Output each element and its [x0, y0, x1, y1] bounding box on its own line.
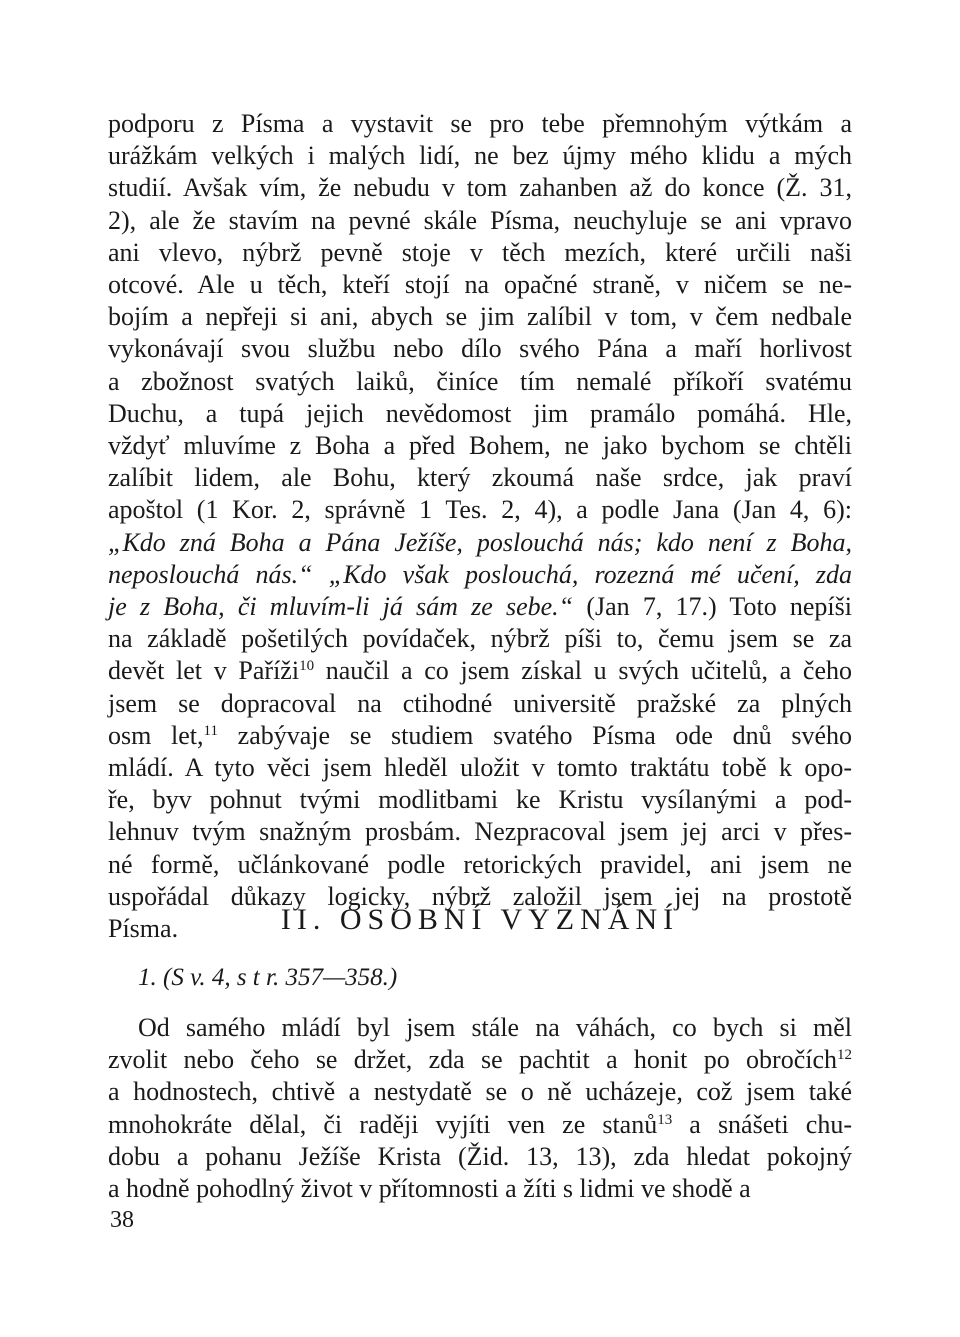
text-line: jsem se dopracoval na ctihodné universitě pražské za plných — [108, 688, 852, 718]
text-line: vždyť mluvíme z Boha a před Bohem, ne jako bychom se chtěli — [108, 431, 852, 461]
text-line: devět let v Paříži$^{10}$ naučil a co jsem získal u svých učitelů, a čeho — [108, 656, 853, 686]
text-line: bojím a nepřeji si ani, abych se jim zalíbil v tom, v čem nedbale — [108, 302, 852, 332]
text-line: a zbožnost svatých laiků, činíce tím nemalé příkoří svatému — [108, 366, 852, 396]
text-line: „Kdo zná Boha a Pána Ježíše, poslouchá nás; kdo není z Boha, — [108, 527, 852, 557]
page-body — [108, 108, 853, 1204]
text-line: 2), ale že stavím na pevné skále Písma, neuchyluje se ani vpravo — [108, 205, 852, 235]
section-reference: 1. (S v. 4, s t r. 357—358.) — [138, 964, 398, 991]
text-line: studií. Avšak vím, že nebudu v tom zahanben až do konce (Ž. 31, — [108, 173, 852, 203]
text-line: apoštol (1 Kor. 2, správně 1 Tes. 2, 4), a podle Jana (Jan 4, 6): — [108, 495, 852, 525]
text-line: na základě pošetilých povídaček, nýbrž píši to, čemu jsem se za — [108, 624, 852, 654]
text-line: Písma. — [108, 914, 179, 944]
text-line: ře, byv pohnut tvými modlitbami ke Kristu vysílanými a pod- — [108, 785, 852, 815]
paragraph-confession — [108, 1012, 852, 1205]
text-line: otcové. Ale u těch, kteří stojí na opačné straně, v ničem se ne- — [108, 270, 852, 300]
text-line: mládí. A tyto věci jsem hleděl uložit v tomto traktátu tobě k opo- — [108, 753, 852, 783]
text-line: dobu a pohanu Ježíše Krista (Žid. 13, 13), zda hledat pokojný — [108, 1141, 852, 1171]
text-line: Duchu, a tupá jejich nevědomost jim pramálo pomáhá. Hle, — [108, 398, 852, 428]
chapter-heading: II. OSOBNÍ VYZNÁNÍ — [280, 902, 680, 936]
text-line: osm let,$^{11}$ zabývaje se studiem svatého Písma ode dnů svého — [108, 720, 852, 750]
text-line: ani vlevo, nýbrž pevně stoje v těch mezích, které určili naši — [108, 237, 852, 267]
text-line: je z Boha, či mluvím-li já sám ze sebe.“ (Jan 7, 17.) Toto nepíši — [108, 592, 852, 622]
text-line: mnohokráte dělal, či raději vyjíti ven ze stanů$^{13}$ a snášeti chu- — [108, 1109, 852, 1139]
text-line: podporu z Písma a vystavit se pro tebe přemnohým výtkám a — [108, 109, 852, 138]
text-line: vykonávají svou službu nebo dílo svého Pána a maří horlivost — [108, 334, 852, 364]
text-line: zvolit nebo čeho se držet, zda se pachtit a honit po obročích$^{12}$ — [108, 1045, 852, 1075]
text-line: a hodnostech, chtivě a nestydatě se o ně ucházeje, což jsem také — [108, 1077, 852, 1107]
page-number: 38 — [110, 1207, 134, 1233]
text-line: zalíbit lidem, ale Bohu, který zkoumá naše srdce, jak praví — [108, 463, 852, 493]
text-line: né formě, učlánkované podle retorických pravidel, ani jsem ne — [108, 849, 852, 879]
text-line: lehnuv tvým snažným prosbám. Nezpracoval jsem jej arci v přes- — [108, 817, 852, 847]
text-line: urážkám velkých i malých lidí, ne bez újmy mého klidu a mých — [108, 141, 852, 171]
text-line: neposlouchá nás.“ „Kdo však poslouchá, rozezná mé učení, zda — [108, 559, 852, 589]
text-line: uspořádal důkazy logicky, nýbrž založil jsem jej na prostotě — [108, 881, 852, 911]
paragraph-continued — [108, 108, 852, 945]
text-line: a hodně pohodlný život v přítomnosti a žíti s lidmi ve shodě a — [108, 1174, 751, 1204]
text-line: Od samého mládí byl jsem stále na váhách, co bych si měl — [138, 1013, 852, 1042]
